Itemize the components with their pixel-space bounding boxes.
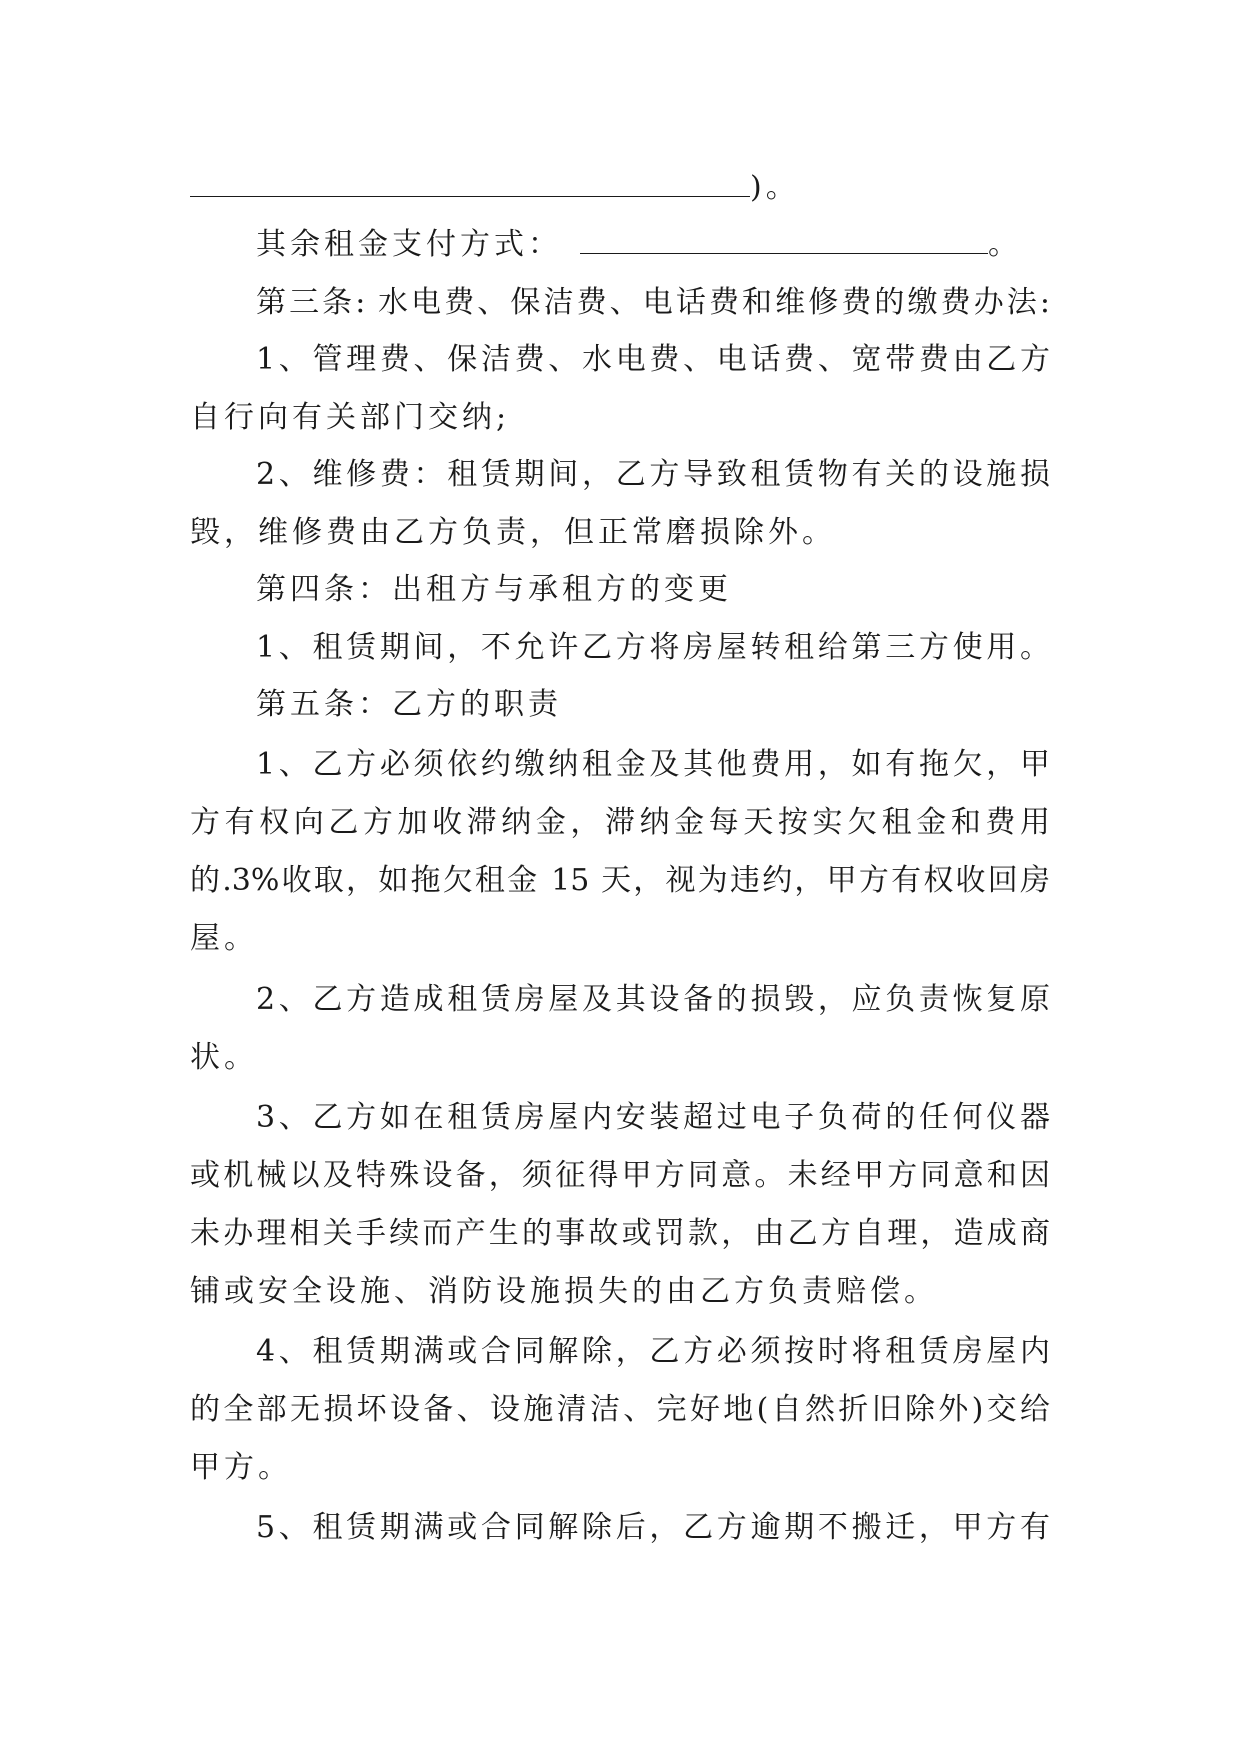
text-line: 毁，维修费由乙方负责，但正常磨损除外。 <box>190 515 836 550</box>
text-line <box>190 168 1050 208</box>
text-line: 第五条：乙方的职责 <box>256 687 562 722</box>
text-line: 屋。 <box>190 921 258 956</box>
text-line: 第三条: 水电费、保洁费、电话费和维修费的缴费办法: <box>256 285 1050 320</box>
fill-in-blank[interactable] <box>190 168 750 197</box>
text-line: 状。 <box>190 1040 258 1075</box>
text-line: 1、管理费、保洁费、水电费、电话费、宽带费由乙方 <box>256 342 1050 377</box>
text-line: 的全部无损坏设备、设施清洁、完好地(自然折旧除外)交给 <box>190 1392 1050 1427</box>
text-line <box>256 225 1050 265</box>
text-line: 方有权向乙方加收滞纳金，滞纳金每天按实欠租金和费用 <box>190 805 1050 840</box>
text-line: 第四条：出租方与承租方的变更 <box>256 572 732 607</box>
text-line: 3、乙方如在租赁房屋内安装超过电子负荷的任何仪器 <box>256 1100 1050 1135</box>
text-line: 的.3%收取，如拖欠租金 15 天，视为违约，甲方有权收回房 <box>190 863 1050 898</box>
text-line: 2、乙方造成租赁房屋及其设备的损毁，应负责恢复原 <box>256 982 1050 1017</box>
text-line: 4、租赁期满或合同解除，乙方必须按时将租赁房屋内 <box>256 1334 1050 1369</box>
line-suffix: 。 <box>988 227 1022 262</box>
text-line: 1、乙方必须依约缴纳租金及其他费用，如有拖欠，甲 <box>256 747 1050 782</box>
text-line: 1、租赁期间，不允许乙方将房屋转租给第三方使用。 <box>256 630 1050 665</box>
text-line: 未办理相关手续而产生的事故或罚款，由乙方自理，造成商 <box>190 1216 1050 1251</box>
line-text: 其余租金支付方式： <box>256 227 562 262</box>
text-line: 铺或安全设施、消防设施损失的由乙方负责赔偿。 <box>190 1274 938 1309</box>
text-line: 2、维修费：租赁期间，乙方导致租赁物有关的设施损 <box>256 457 1050 492</box>
text-line: 或机械以及特殊设备，须征得甲方同意。未经甲方同意和因 <box>190 1158 1050 1193</box>
text-line: 自行向有关部门交纳; <box>190 400 511 435</box>
text-line: 甲方。 <box>190 1450 292 1485</box>
fill-in-blank[interactable] <box>580 225 988 254</box>
line-text: )。 <box>750 170 800 205</box>
text-line: 5、租赁期满或合同解除后，乙方逾期不搬迁，甲方有 <box>256 1510 1050 1545</box>
